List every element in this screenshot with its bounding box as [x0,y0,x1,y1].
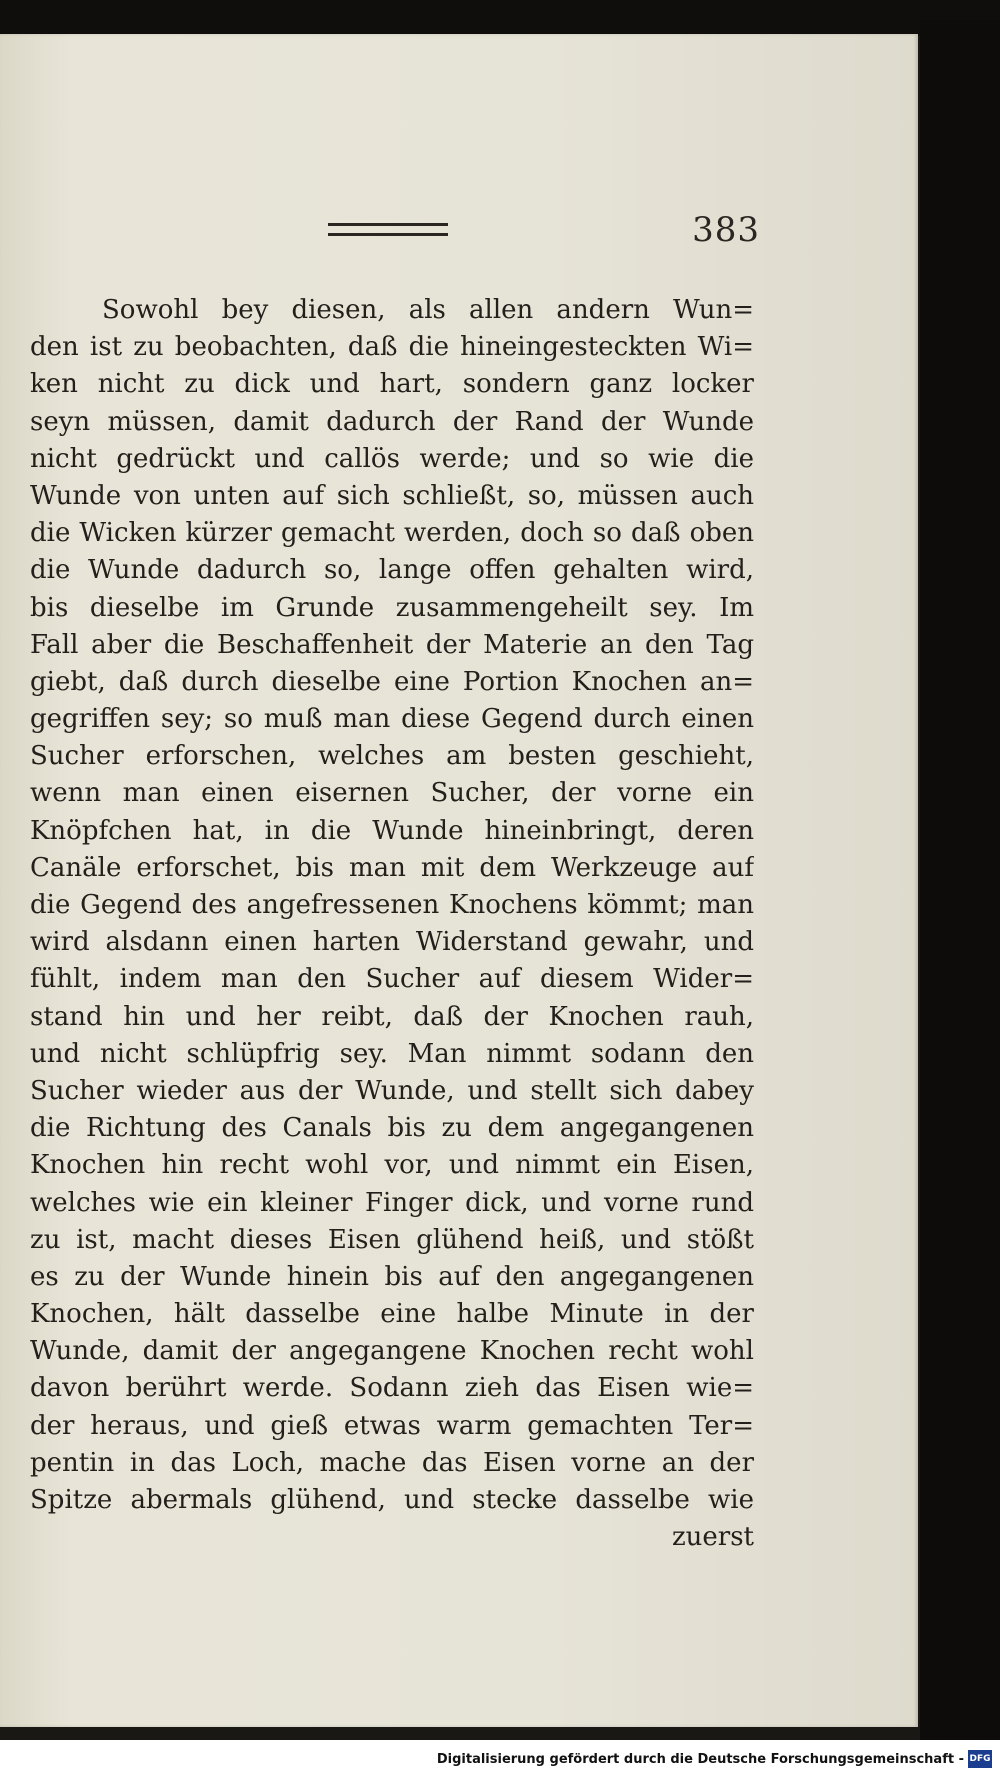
text-line: Fall aber die Beschaffenheit der Materie an den Tag [30,629,754,660]
header-rule-bottom [328,233,448,236]
digitization-credit: Digitalisierung gefördert durch die Deutsche Forschungsgemeinschaft - [436,1752,964,1767]
text-line: Knochen hin recht wohl vor, und nimmt ein Eisen, [30,1150,754,1181]
text-line: giebt, daß durch dieselbe eine Portion Knochen an= [30,666,754,697]
text-line: Wunde, damit der angegangene Knochen recht wohl [30,1336,754,1367]
text-line: die Wicken kürzer gemacht werden, doch so daß oben [30,518,754,549]
text-line: stand hin und her reibt, daß der Knochen rauh, [30,1001,754,1032]
text-line: gegriffen sey; so muß man diese Gegend durch einen [30,704,754,735]
text-line: pentin in das Loch, mache das Eisen vorne an der [30,1447,754,1478]
text-line: fühlt, indem man den Sucher auf diesem Wider= [30,964,754,995]
text-line: Knöpfchen hat, in die Wunde hineinbringt, deren [30,815,754,846]
header-rule-top [328,223,448,226]
text-line: es zu der Wunde hinein bis auf den angegangenen [30,1261,754,1292]
text-line: der heraus, und gieß etwas warm gemachten Ter= [30,1410,754,1441]
text-line: Knochen, hält dasselbe eine halbe Minute in der [30,1299,754,1330]
text-line: Sowohl bey diesen, als allen andern Wun= [102,295,754,325]
text-line: wird alsdann einen harten Widerstand gewahr, und [30,927,754,958]
dfg-logo-icon: DFG [968,1750,992,1768]
scan-top-shadow [0,0,1000,36]
text-line: Spitze abermals glühend, und stecke dasselbe wie [30,1485,754,1515]
text-line: welches wie ein kleiner Finger dick, und vorne rund [30,1187,754,1218]
text-line: wenn man einen eisernen Sucher, der vorne ein [30,778,754,809]
text-line: den ist zu beobachten, daß die hineingesteckten Wi= [30,332,754,363]
text-line: davon berührt werde. Sodann zieh das Eisen wie= [30,1373,754,1404]
page-number: 383 [692,210,760,250]
text-line: nicht gedrückt und callös werde; und so wie die [30,443,754,474]
text-line: die Gegend des angefressenen Knochens kömmt; man [30,890,754,920]
text-line: Sucher wieder aus der Wunde, und stellt sich dabey [30,1075,754,1106]
catchword: zuerst [671,1522,754,1553]
text-line: Canäle erforschet, bis man mit dem Werkzeuge auf [30,852,754,883]
scan-right-edge [920,20,1000,1740]
text-line: seyn müssen, damit dadurch der Rand der Wunde [30,406,754,437]
text-line: Wunde von unten auf sich schließt, so, müssen auch [30,480,754,511]
text-line: ken nicht zu dick und hart, sondern ganz locker [30,369,754,400]
text-line: die Richtung des Canals bis zu dem angegangenen [30,1113,754,1144]
body-text [30,292,754,1556]
book-page [0,34,918,1727]
text-line: die Wunde dadurch so, lange offen gehalten wird, [30,555,754,586]
text-line: und nicht schlüpfrig sey. Man nimmt sodann den [30,1038,754,1069]
text-line: Sucher erforschen, welches am besten geschieht, [30,741,754,772]
text-line: bis dieselbe im Grunde zusammengeheilt sey. Im [30,592,754,623]
text-line: zu ist, macht dieses Eisen glühend heiß, und stößt [30,1224,754,1255]
